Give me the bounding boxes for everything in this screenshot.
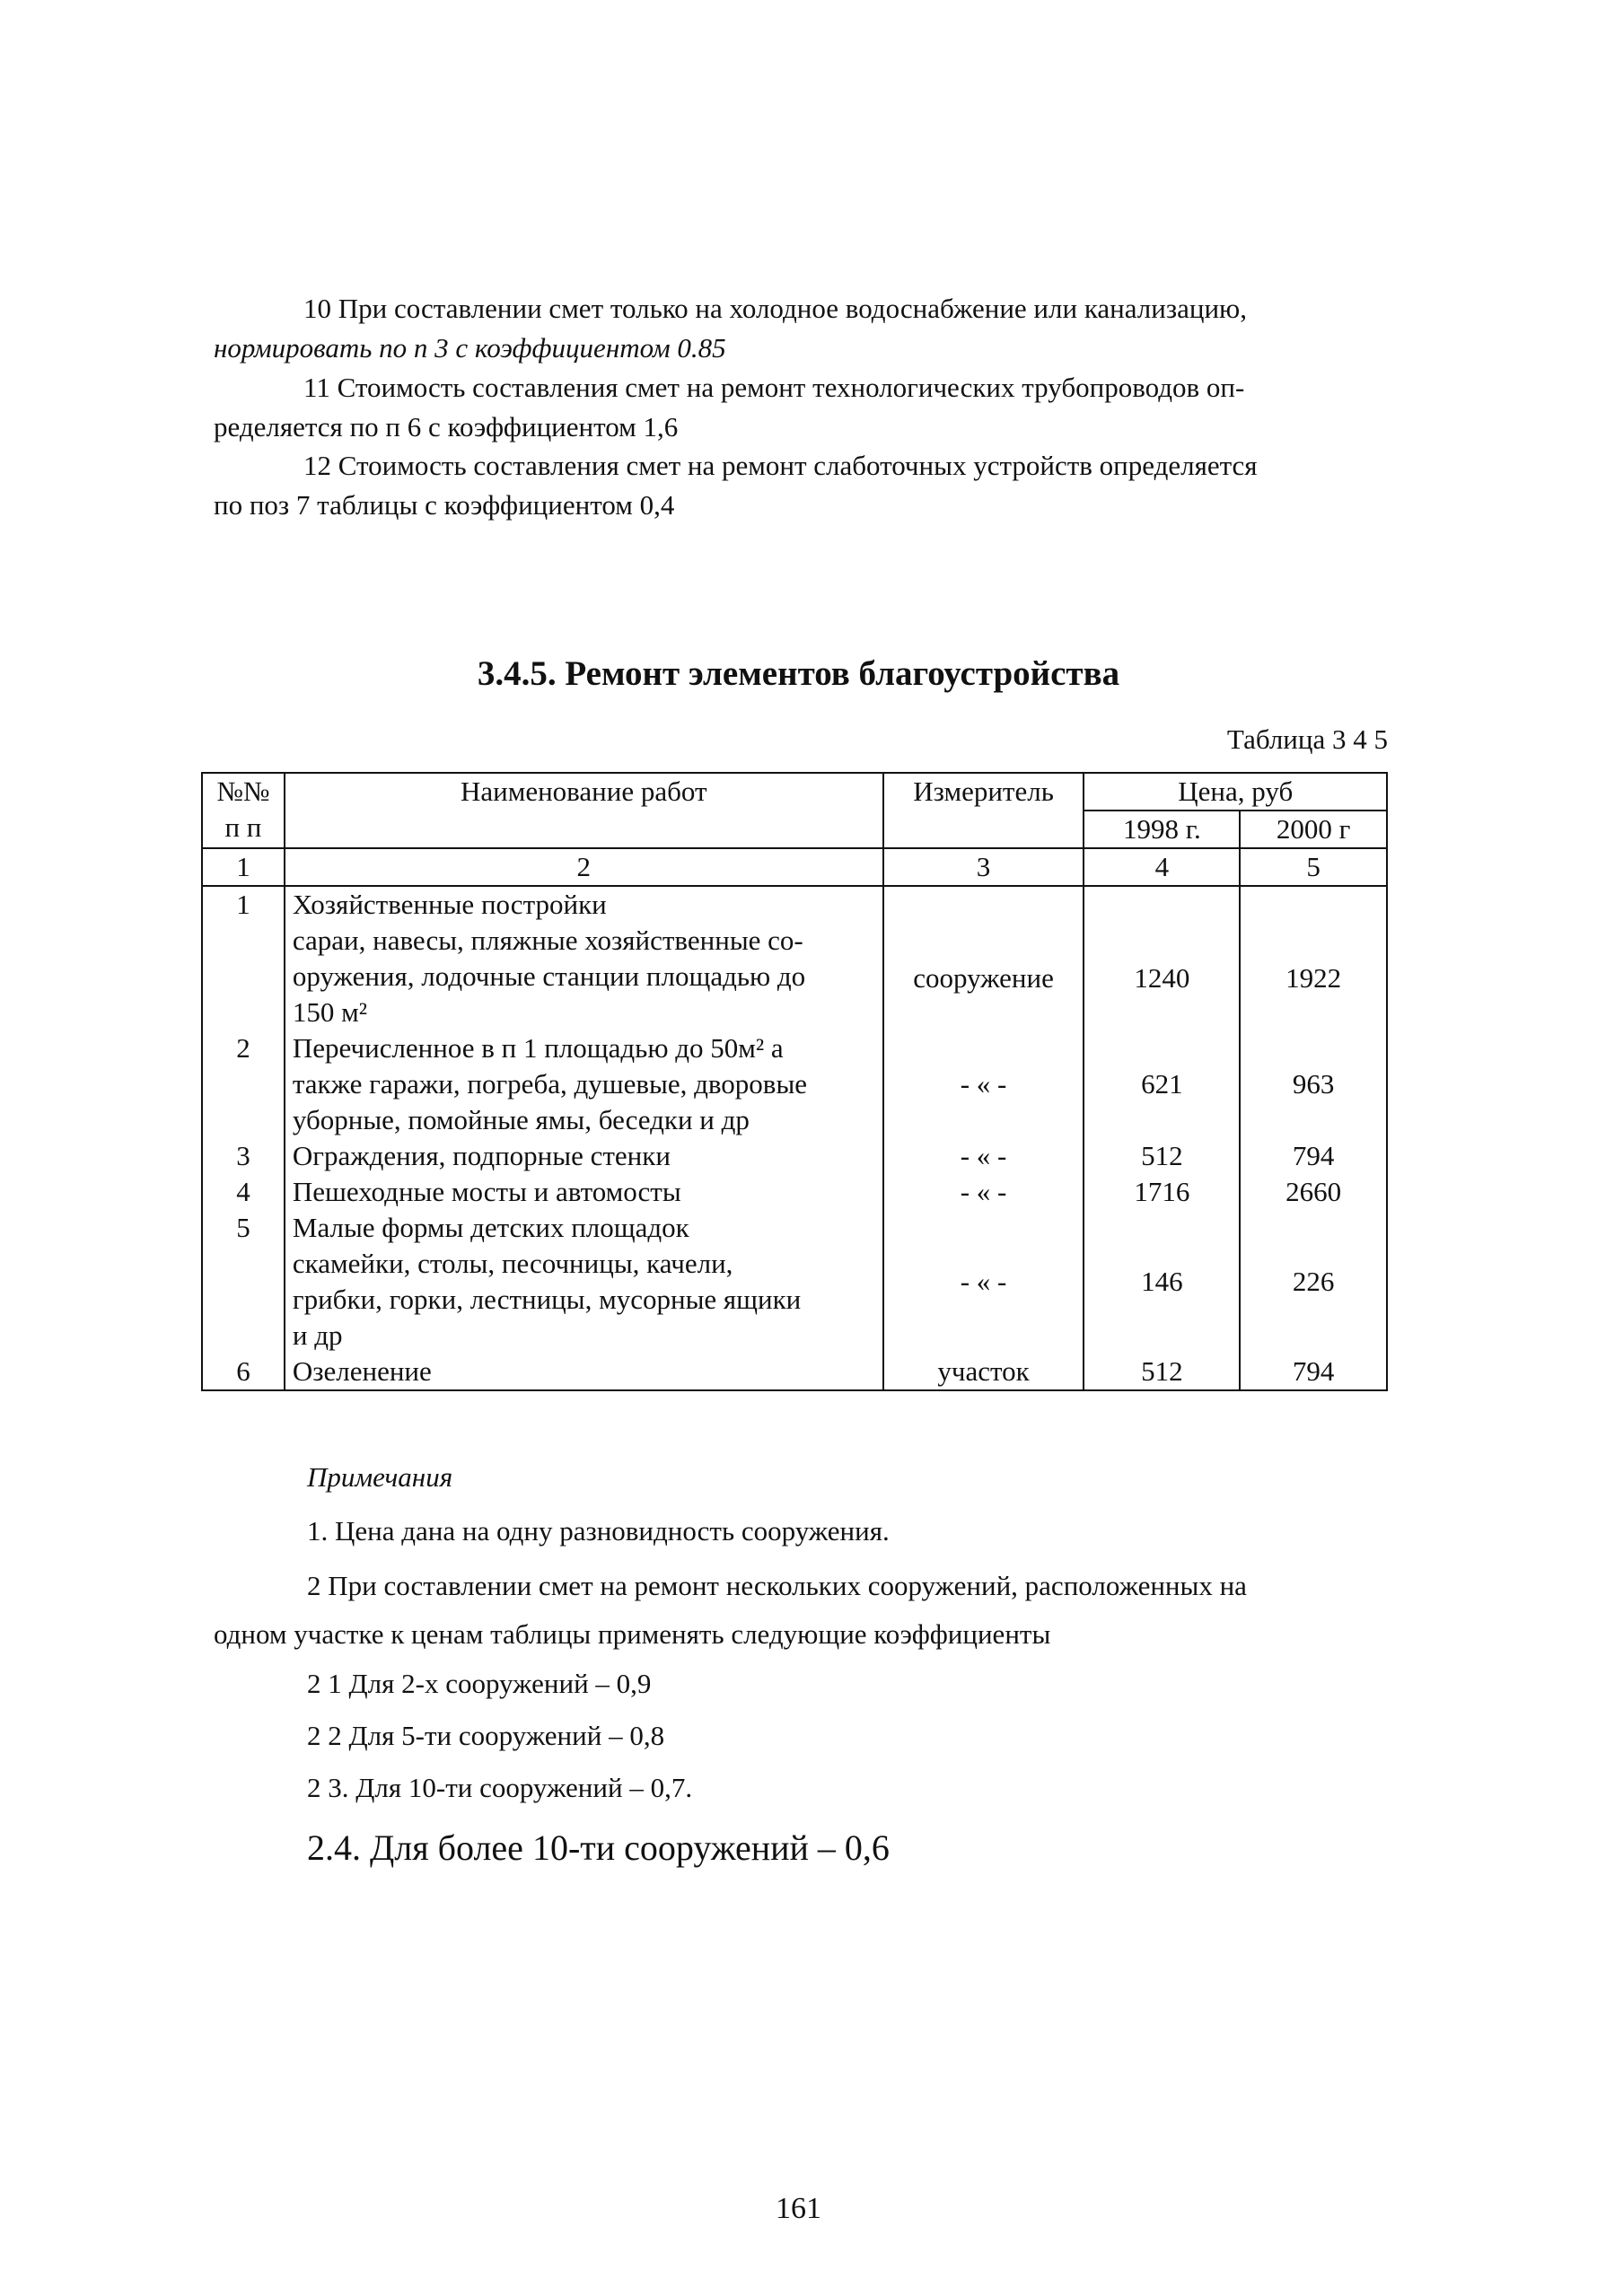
header-year-2000: 2000 г xyxy=(1240,811,1387,848)
row-number: 5 xyxy=(202,1210,285,1354)
row-unit: участок xyxy=(883,1354,1084,1390)
row-price-1998: 512 xyxy=(1084,1138,1240,1174)
column-index: 2 xyxy=(285,848,883,886)
row-price-2000: 1922 xyxy=(1240,886,1387,1030)
row-number: 4 xyxy=(202,1174,285,1210)
row-unit: - « - xyxy=(883,1030,1084,1138)
row-name-line: оружения, лодочные станции площадью до xyxy=(292,960,806,992)
row-name-line: Озеленение xyxy=(292,1355,432,1387)
paragraph-12-line1: 12 Стоимость составления смет на ремонт слаботочных устройств определяется xyxy=(303,450,1258,481)
row-unit: - « - xyxy=(883,1210,1084,1354)
table-row xyxy=(202,1174,1387,1210)
header-unit: Измеритель xyxy=(883,773,1084,848)
row-name-line: Малые формы детских площадок xyxy=(292,1212,689,1243)
paragraph-11 xyxy=(214,368,1372,447)
row-price-1998: 512 xyxy=(1084,1354,1240,1390)
row-unit: сооружение xyxy=(883,886,1084,1030)
note-1: 1. Цена дана на одну разновидность сооружения. xyxy=(307,1515,890,1547)
row-name xyxy=(285,886,883,1030)
note-2-3: 2 3. Для 10-ти сооружений – 0,7. xyxy=(307,1772,693,1803)
row-name-line: скамейки, столы, песочницы, качели, xyxy=(292,1248,733,1279)
paragraph-12-line2: по поз 7 таблицы с коэффициентом 0,4 xyxy=(214,489,675,521)
row-name xyxy=(285,1030,883,1138)
row-name-line: Хозяйственные постройки xyxy=(292,889,607,920)
note-2-4: 2.4. Для более 10-ти сооружений – 0,6 xyxy=(307,1827,890,1868)
note-2 xyxy=(214,1562,1372,1659)
note-2-line1: 2 При составлении смет на ремонт нескольких сооружений, расположенных на xyxy=(307,1570,1247,1601)
row-number: 6 xyxy=(202,1354,285,1390)
table-row xyxy=(202,886,1387,1030)
column-index-row xyxy=(202,848,1387,886)
row-price-1998: 1716 xyxy=(1084,1174,1240,1210)
row-price-2000: 226 xyxy=(1240,1210,1387,1354)
price-table xyxy=(201,772,1388,1391)
row-name-line: Ограждения, подпорные стенки xyxy=(292,1140,671,1171)
header-name: Наименование работ xyxy=(285,773,883,848)
row-price-1998: 1240 xyxy=(1084,886,1240,1030)
note-2-1: 2 1 Для 2-х сооружений – 0,9 xyxy=(307,1668,652,1699)
note-2-line2: одном участке к ценам таблицы применять следующие коэффициенты xyxy=(214,1618,1051,1650)
row-name xyxy=(285,1354,883,1390)
row-name-line: грибки, горки, лестницы, мусорные ящики xyxy=(292,1284,802,1315)
section-title: 3.4.5. Ремонт элементов благоустройства xyxy=(477,654,1120,693)
paragraph-10 xyxy=(214,289,1372,368)
header-year-1998: 1998 г. xyxy=(1084,811,1240,848)
header-num: №№ п п xyxy=(202,773,285,848)
column-index: 1 xyxy=(202,848,285,886)
table-row xyxy=(202,1030,1387,1138)
paragraph-11-line2: ределяется по п 6 с коэффициентом 1,6 xyxy=(214,411,679,443)
page-number: 161 xyxy=(776,2192,821,2225)
row-number: 2 xyxy=(202,1030,285,1138)
table-row xyxy=(202,1354,1387,1390)
row-unit: - « - xyxy=(883,1174,1084,1210)
row-name xyxy=(285,1174,883,1210)
row-number: 1 xyxy=(202,886,285,1030)
table-row xyxy=(202,1138,1387,1174)
row-name-line: Пешеходные мосты и автомосты xyxy=(292,1176,681,1207)
row-name-line: 150 м² xyxy=(292,996,368,1028)
notes-title: Примечания xyxy=(307,1461,453,1493)
row-name-line: уборные, помойные ямы, беседки и др xyxy=(292,1104,750,1135)
row-price-2000: 2660 xyxy=(1240,1174,1387,1210)
table-row xyxy=(202,1210,1387,1354)
row-unit: - « - xyxy=(883,1138,1084,1174)
column-index: 4 xyxy=(1084,848,1240,886)
column-index: 5 xyxy=(1240,848,1387,886)
row-name xyxy=(285,1210,883,1354)
column-index: 3 xyxy=(883,848,1084,886)
row-price-2000: 794 xyxy=(1240,1138,1387,1174)
table-caption: Таблица 3 4 5 xyxy=(1226,723,1388,755)
row-name-line: также гаражи, погреба, душевые, дворовые xyxy=(292,1068,808,1100)
row-price-2000: 963 xyxy=(1240,1030,1387,1138)
row-price-1998: 146 xyxy=(1084,1210,1240,1354)
paragraph-10-line2: нормировать по п 3 с коэффициентом 0.85 xyxy=(214,332,726,364)
paragraph-10-line1: 10 При составлении смет только на холодное водоснабжение или канализацию, xyxy=(303,293,1247,324)
row-name-line: Перечисленное в п 1 площадью до 50м² а xyxy=(292,1032,784,1064)
header-price: Цена, руб xyxy=(1084,773,1387,811)
row-name xyxy=(285,1138,883,1174)
paragraph-12 xyxy=(214,446,1372,525)
paragraph-11-line1: 11 Стоимость составления смет на ремонт технологических трубопроводов оп- xyxy=(303,372,1245,403)
row-number: 3 xyxy=(202,1138,285,1174)
row-name-line: и др xyxy=(292,1319,343,1351)
row-price-1998: 621 xyxy=(1084,1030,1240,1138)
row-price-2000: 794 xyxy=(1240,1354,1387,1390)
note-2-2: 2 2 Для 5-ти сооружений – 0,8 xyxy=(307,1720,665,1751)
row-name-line: сараи, навесы, пляжные хозяйственные со- xyxy=(292,925,803,956)
